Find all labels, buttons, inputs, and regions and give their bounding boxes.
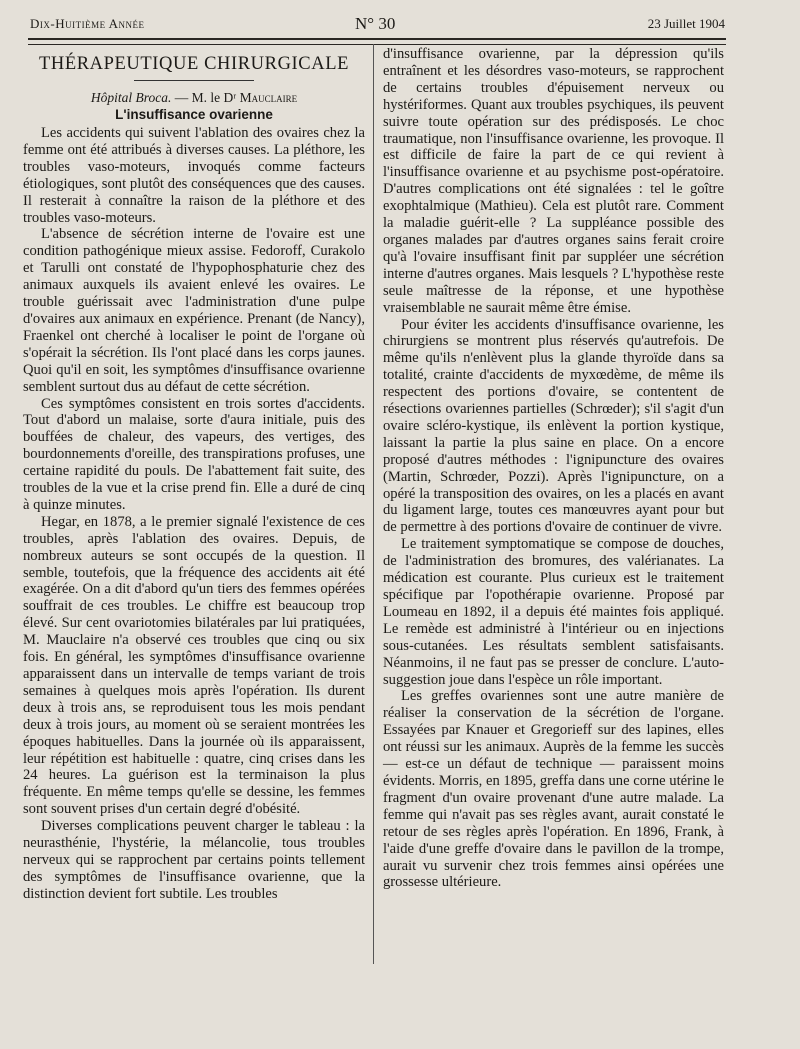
page-header [30, 14, 725, 36]
left-paragraph-3: Ces symptômes consistent en trois sortes d'accidents. Tout d'abord un malaise, sorte d'aura initiale, puis des bouffées de chaleur, des vapeurs, des vertiges, des bourdonnements d'oreille, des transpirations profuses, une certaine rapidité du pouls. De l'abattement fait suite, des troubles de la vue et la crise prend fin. Elle a duré de cinq à quinze minutes. [23, 395, 365, 513]
byline-dash: — M. le Dʳ [171, 90, 240, 105]
article-title: L'insuffisance ovarienne [115, 107, 273, 122]
left-paragraph-5: Diverses complications peuvent charger le tableau : la neurasthénie, l'hystérie, la mélancolie, tous troubles nerveux qui se rapprochent par certains points tellement des symptômes de l'insuffisance ovarienne, que la distinction devient fort subtile. Les troubles [23, 818, 365, 902]
header-year: Dix-Huitième Année [30, 16, 145, 31]
left-paragraph-1: Les accidents qui suivent l'ablation des ovaires chez la femme ont été attribués à diverses causes. La pléthore, les troubles vaso-moteurs, invoqués comme facteurs étiologiques, sont plutôt des conséquences que des causes. Il resterait à connaître la raison de la pléthore et des troubles vaso-moteurs. [23, 125, 365, 226]
header-date: 23 Juillet 1904 [647, 16, 725, 31]
header-issue-number: N° 30 [355, 14, 396, 33]
left-paragraph-2: L'absence de sécrétion interne de l'ovaire est une condition pathogénique mieux assise. Fedoroff, Curakolo et Tarulli ont constaté de l'hypophosphaturie chez des animaux auxquels ils avaient enlevé les ovaires. Le trouble guérissait avec l'administration d'une pulpe d'ovaires aux animaux en expérience. Prenant (de Nancy), Fraenkel ont cherché à localiser le point de l'organe où s'opérait la sécrétion. Ils l'ont placé dans les corps jaunes. Quoi qu'il en soit, les symptômes d'insuffisance ovarienne semblent surtout dus au défaut de cette sécrétion. [23, 226, 365, 395]
title-rule [134, 80, 254, 81]
right-paragraph-3: Le traitement symptomatique se compose de douches, de l'administration des bromures, des valérianates. La médication est courante. Plus curieux est le traitement spécifique par l'opothérapie ovarienne. Proposé par Loumeau en 1892, il a depuis été maintes fois appliqué. Le remède est administré à l'intérieur ou en injections sous-cutanées. Les résultats semblent satisfaisants. Néanmoins, il ne faut pas se presser de conclure. L'auto-suggestion joue dans l'espèce un rôle important. [383, 536, 724, 688]
section-title: THÉRAPEUTIQUE CHIRURGICALE [38, 54, 350, 74]
right-paragraph-4: Les greffes ovariennes sont une autre manière de réaliser la conservation de la sécrétion de l'organe. Essayées par Knauer et Gregorieff sur des lapines, elles ont réussi sur les animaux. Auprès de la femme les succès — est-ce un défaut de technique — paraissent moins évidents. Morris, en 1895, greffa dans une corne utérine le fragment d'un ovaire provenant d'une autre malade. La femme qui n'avait pas ses règles avant, aurait constaté le retour de ses règles après l'opération. En 1896, Frank, à l'aide d'une greffe d'ovaire dans le pavillon de la trompe, aurait vu survenir chez trois femmes ainsi opérées une grossesse ultérieure. [383, 688, 724, 891]
left-column [23, 44, 365, 903]
byline [23, 89, 365, 106]
right-paragraph-1: d'insuffisance ovarienne, par la dépression qu'ils entraînent et les désordres vaso-moteurs, se rapprochent de certains troubles d'épuisement nerveux ou hystériformes. Quant aux troubles psychiques, ils peuvent suivre toute opération sur des prédisposés. Le choc traumatique, non l'insuffisance ovarienne, les provoque. Il est difficile de faire la part de ce qui revient à l'insuffisance ovarienne et au psychisme post-opératoire. D'autres complications ont été signalées : tel le goître exophtalmique (Mathieu). Cela est plutôt rare. Comment la maladie guérit-elle ? La suppléance possible des organes malades par d'autres organes sains ferait croire qu'à l'ovaire insuffisant finit par suppléer une sécrétion interne d'autres organes. Mais lesquels ? L'hypothèse reste seule maîtresse de la réponse, et une hypothèse vraisemblable ne saurait même être émise. [383, 46, 724, 316]
byline-hospital: Hôpital Broca. [90, 90, 172, 105]
right-paragraph-2: Pour éviter les accidents d'insuffisance ovarienne, les chirurgiens se montrent plus réservés qu'autrefois. De même qu'ils n'enlèvent plus la glande thyroïde dans sa totalité, crainte d'accidents de myxœdème, de même ils respectent des portions d'ovaire, se contentent de résections ovariennes partielles (Schrœder); s'il s'agit d'un ovaire scléro-kystique, ils enlèvent la portion kystique, laissant la partie la plus saine en place. On a encore proposé d'autres méthodes : l'ignipuncture des ovaires (Martin, Schrœder, Pozzi). Après l'ignipuncture, on a opéré la transposition des ovaires, on les a placés en avant du ligament large, toutes ces manœuvres ayant pour but de permettre à des portions d'ovaire de continuer de vivre. [383, 316, 724, 536]
left-paragraph-4: Hegar, en 1878, a le premier signalé l'existence de ces troubles, après l'ablation des ovaires. Depuis, de nombreux auteurs se sont occupés de la question. Il semble, toutefois, que la fréquence des accidents ait été exagérée. On a dit d'abord qu'un tiers des femmes opérées souffrait de ces troubles. Le chiffre est beaucoup trop élevé. Sur cent ovariotomies bilatérales par lui pratiquées, M. Mauclaire n'a observé ces troubles que cinq ou six fois. En général, les symptômes d'insuffisance ovarienne apparaissent dans un intervalle de temps variant de trois semaines à quelques mois après l'opération. Ils durent deux à trois ans, se reproduisent tous les mois pendant deux à trois jours, au moment où se seraient montrées les époques habituelles. Dans la journée où ils apparaissent, leur répétition est habituelle : quatre, cinq crises dans les 24 heures. La guérison est la terminaison la plus fréquente. En même temps qu'elle se dessine, les femmes sont souvent prises d'un certain degré d'obésité. [23, 513, 365, 818]
column-divider [373, 44, 374, 964]
byline-author: Mauclaire [239, 90, 298, 105]
right-column [383, 46, 724, 891]
